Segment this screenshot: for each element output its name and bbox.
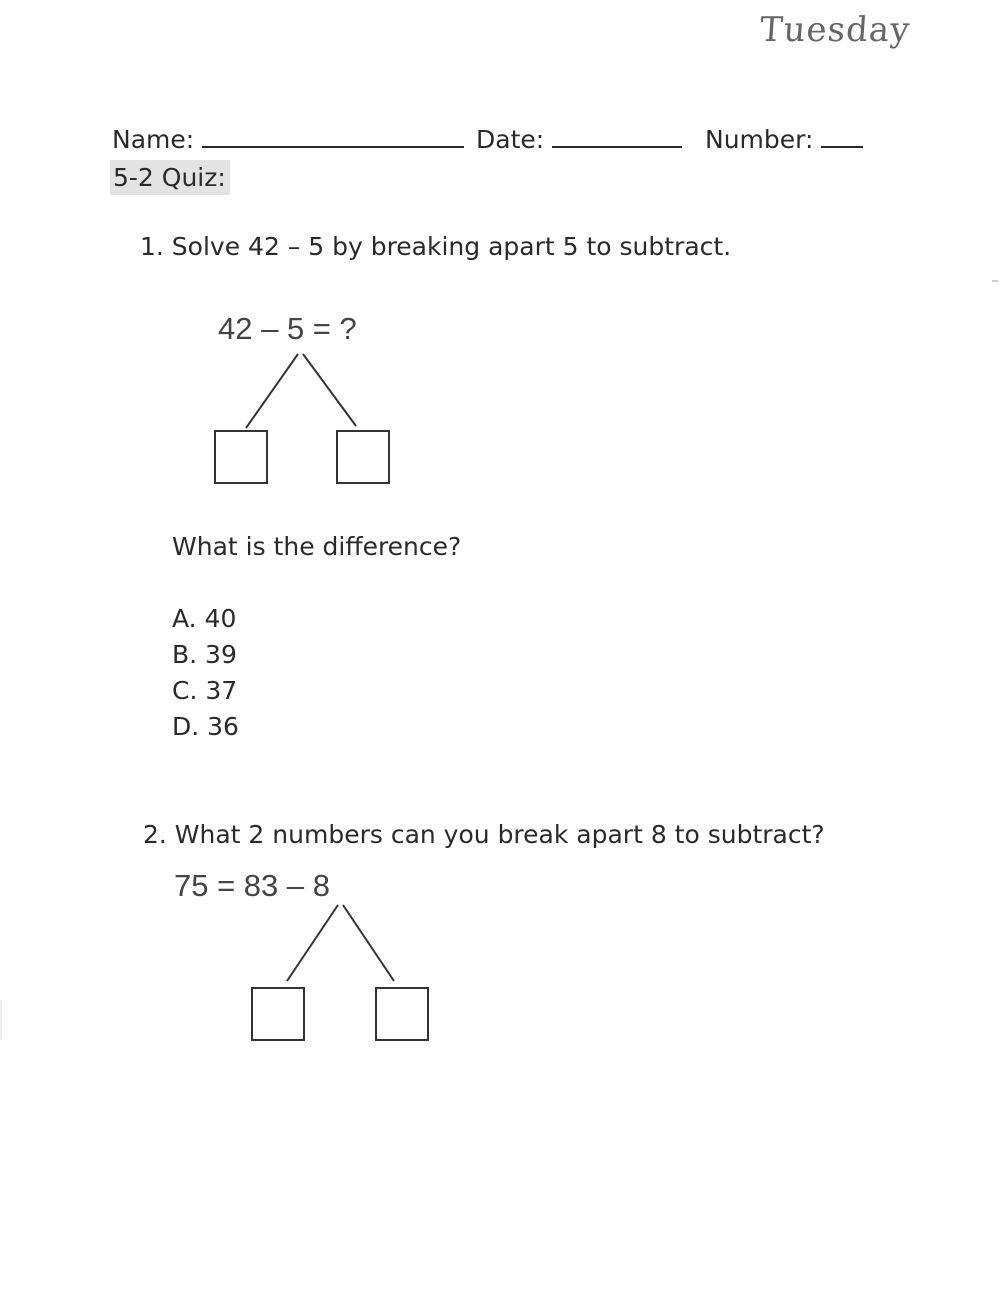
q1-choice-d[interactable]: D. 36 xyxy=(172,712,239,741)
date-label: Date: xyxy=(476,125,545,154)
scan-mark xyxy=(992,280,998,282)
q1-number-bond xyxy=(200,350,410,495)
q1-equation: 42 – 5 = ? xyxy=(218,311,357,346)
name-label: Name: xyxy=(112,125,195,154)
date-blank[interactable] xyxy=(552,124,682,148)
q1-choice-c[interactable]: C. 37 xyxy=(172,676,238,705)
q1-choice-b[interactable]: B. 39 xyxy=(172,640,237,669)
q2-right-branch xyxy=(343,905,394,981)
q1-choice-a[interactable]: A. 40 xyxy=(172,604,237,633)
number-field[interactable] xyxy=(705,124,863,154)
date-field[interactable] xyxy=(476,124,682,154)
number-blank[interactable] xyxy=(821,124,863,148)
quiz-title: 5-2 Quiz: xyxy=(110,160,230,195)
q2-left-branch xyxy=(287,905,338,981)
q1-prompt: 1. Solve 42 – 5 by breaking apart 5 to subtract. xyxy=(140,232,732,261)
name-field[interactable] xyxy=(112,124,464,154)
q2-left-box[interactable] xyxy=(252,988,304,1040)
q2-number-bond xyxy=(235,900,445,1045)
q2-prompt: 2. What 2 numbers can you break apart 8 to subtract? xyxy=(143,820,825,849)
q2-equation: 75 = 83 – 8 xyxy=(174,868,330,903)
q1-question: What is the difference? xyxy=(172,532,462,561)
q1-left-box[interactable] xyxy=(215,431,267,483)
scan-edge xyxy=(0,1000,2,1040)
name-blank[interactable] xyxy=(202,124,464,148)
q1-left-branch xyxy=(246,354,298,428)
q1-right-branch xyxy=(303,354,356,426)
number-label: Number: xyxy=(705,125,814,154)
q2-right-box[interactable] xyxy=(376,988,428,1040)
q1-right-box[interactable] xyxy=(337,431,389,483)
handwritten-day-note: Tuesday xyxy=(758,10,912,50)
